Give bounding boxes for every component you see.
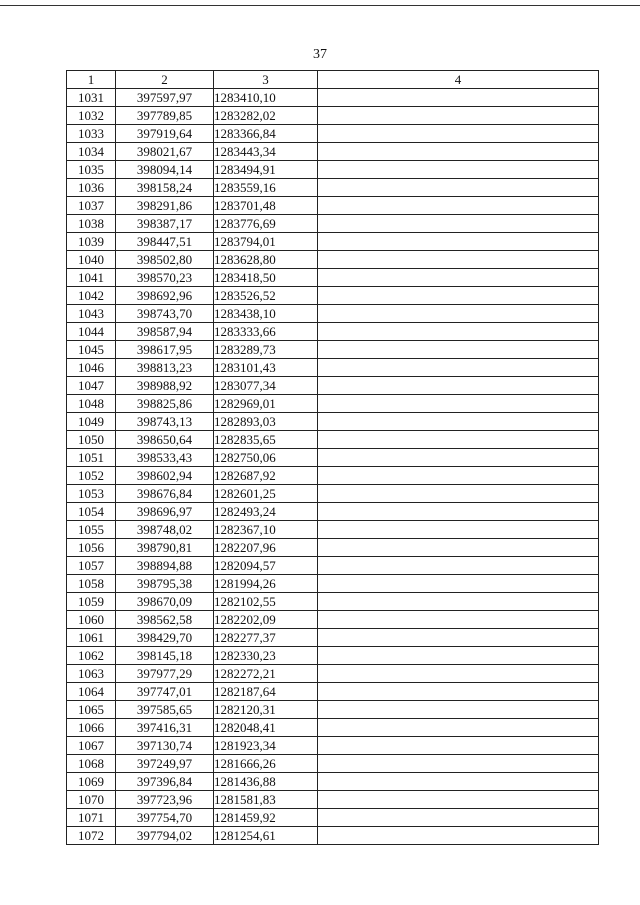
table-row <box>67 467 599 485</box>
table-row <box>67 305 599 323</box>
coordinate-y-cell: 1283418,50 <box>214 269 318 287</box>
point-number-cell: 1032 <box>67 107 116 125</box>
coordinate-y-cell: 1282493,24 <box>214 503 318 521</box>
coordinate-x-cell: 398429,70 <box>116 629 214 647</box>
coordinate-x-cell: 398570,23 <box>116 269 214 287</box>
point-number-cell: 1049 <box>67 413 116 431</box>
coordinate-x-cell: 397977,29 <box>116 665 214 683</box>
point-number-cell: 1044 <box>67 323 116 341</box>
coordinate-x-cell: 398533,43 <box>116 449 214 467</box>
coordinate-y-cell: 1281923,34 <box>214 737 318 755</box>
description-cell <box>318 557 599 575</box>
top-rule <box>0 5 640 6</box>
column-header-3: 3 <box>214 71 318 89</box>
table-row <box>67 827 599 845</box>
point-number-cell: 1043 <box>67 305 116 323</box>
coordinate-y-cell: 1282601,25 <box>214 485 318 503</box>
coordinate-x-cell: 398094,14 <box>116 161 214 179</box>
table-row <box>67 377 599 395</box>
coordinate-x-cell: 398670,09 <box>116 593 214 611</box>
description-cell <box>318 611 599 629</box>
table-row <box>67 755 599 773</box>
coordinate-x-cell: 398696,97 <box>116 503 214 521</box>
coordinate-y-cell: 1282687,92 <box>214 467 318 485</box>
description-cell <box>318 413 599 431</box>
description-cell <box>318 287 599 305</box>
coordinate-y-cell: 1282277,37 <box>214 629 318 647</box>
point-number-cell: 1062 <box>67 647 116 665</box>
coordinate-y-cell: 1281581,83 <box>214 791 318 809</box>
coordinate-x-cell: 398650,64 <box>116 431 214 449</box>
description-cell <box>318 197 599 215</box>
coordinate-y-cell: 1283526,52 <box>214 287 318 305</box>
table-row <box>67 359 599 377</box>
coordinate-y-cell: 1281254,61 <box>214 827 318 845</box>
description-cell <box>318 323 599 341</box>
description-cell <box>318 485 599 503</box>
table-row <box>67 683 599 701</box>
table-row <box>67 269 599 287</box>
point-number-cell: 1038 <box>67 215 116 233</box>
coordinate-x-cell: 398813,23 <box>116 359 214 377</box>
coordinate-x-cell: 398692,96 <box>116 287 214 305</box>
point-number-cell: 1033 <box>67 125 116 143</box>
description-cell <box>318 575 599 593</box>
description-cell <box>318 521 599 539</box>
point-number-cell: 1041 <box>67 269 116 287</box>
coordinate-x-cell: 398790,81 <box>116 539 214 557</box>
table-row <box>67 575 599 593</box>
column-header-1: 1 <box>67 71 116 89</box>
coordinate-x-cell: 397396,84 <box>116 773 214 791</box>
point-number-cell: 1051 <box>67 449 116 467</box>
point-number-cell: 1070 <box>67 791 116 809</box>
table-row <box>67 233 599 251</box>
table-row <box>67 161 599 179</box>
table-row <box>67 647 599 665</box>
description-cell <box>318 773 599 791</box>
point-number-cell: 1055 <box>67 521 116 539</box>
table-row <box>67 89 599 107</box>
point-number-cell: 1060 <box>67 611 116 629</box>
coordinate-x-cell: 398447,51 <box>116 233 214 251</box>
description-cell <box>318 215 599 233</box>
point-number-cell: 1035 <box>67 161 116 179</box>
table-row <box>67 431 599 449</box>
table-body <box>67 89 599 845</box>
description-cell <box>318 179 599 197</box>
point-number-cell: 1036 <box>67 179 116 197</box>
coordinate-y-cell: 1282750,06 <box>214 449 318 467</box>
coordinate-x-cell: 398587,94 <box>116 323 214 341</box>
coordinate-x-cell: 398145,18 <box>116 647 214 665</box>
coordinate-x-cell: 398021,67 <box>116 143 214 161</box>
coordinate-x-cell: 398502,80 <box>116 251 214 269</box>
point-number-cell: 1052 <box>67 467 116 485</box>
coordinate-y-cell: 1282835,65 <box>214 431 318 449</box>
point-number-cell: 1034 <box>67 143 116 161</box>
point-number-cell: 1046 <box>67 359 116 377</box>
coordinate-x-cell: 398158,24 <box>116 179 214 197</box>
table-row <box>67 341 599 359</box>
table-row <box>67 323 599 341</box>
table-row <box>67 737 599 755</box>
coordinate-x-cell: 397416,31 <box>116 719 214 737</box>
coordinate-x-cell: 398617,95 <box>116 341 214 359</box>
table-row <box>67 701 599 719</box>
table-row <box>67 809 599 827</box>
table-row <box>67 665 599 683</box>
point-number-cell: 1057 <box>67 557 116 575</box>
description-cell <box>318 359 599 377</box>
coordinate-x-cell: 397754,70 <box>116 809 214 827</box>
point-number-cell: 1067 <box>67 737 116 755</box>
table-row <box>67 557 599 575</box>
coordinate-y-cell: 1282048,41 <box>214 719 318 737</box>
point-number-cell: 1072 <box>67 827 116 845</box>
point-number-cell: 1047 <box>67 377 116 395</box>
table-row <box>67 449 599 467</box>
coordinate-y-cell: 1282120,31 <box>214 701 318 719</box>
table-row <box>67 503 599 521</box>
coordinate-y-cell: 1282893,03 <box>214 413 318 431</box>
table-row <box>67 287 599 305</box>
description-cell <box>318 629 599 647</box>
description-cell <box>318 683 599 701</box>
table-row <box>67 629 599 647</box>
point-number-cell: 1045 <box>67 341 116 359</box>
coordinate-x-cell: 397919,64 <box>116 125 214 143</box>
coordinate-x-cell: 398894,88 <box>116 557 214 575</box>
coordinate-x-cell: 397747,01 <box>116 683 214 701</box>
description-cell <box>318 539 599 557</box>
coordinate-x-cell: 397585,65 <box>116 701 214 719</box>
table-header-row <box>67 71 599 89</box>
point-number-cell: 1065 <box>67 701 116 719</box>
description-cell <box>318 161 599 179</box>
table-row <box>67 125 599 143</box>
coordinate-x-cell: 397597,97 <box>116 89 214 107</box>
coordinate-y-cell: 1281459,92 <box>214 809 318 827</box>
coordinate-y-cell: 1283438,10 <box>214 305 318 323</box>
table-row <box>67 791 599 809</box>
table-row <box>67 593 599 611</box>
coordinate-y-cell: 1283628,80 <box>214 251 318 269</box>
description-cell <box>318 341 599 359</box>
coordinate-x-cell: 398743,13 <box>116 413 214 431</box>
coordinate-y-cell: 1281436,88 <box>214 773 318 791</box>
coordinate-x-cell: 398291,86 <box>116 197 214 215</box>
description-cell <box>318 89 599 107</box>
table-row <box>67 251 599 269</box>
coordinate-y-cell: 1282969,01 <box>214 395 318 413</box>
description-cell <box>318 503 599 521</box>
table-row <box>67 773 599 791</box>
description-cell <box>318 377 599 395</box>
coordinates-table <box>66 70 599 845</box>
description-cell <box>318 701 599 719</box>
coordinate-x-cell: 397130,74 <box>116 737 214 755</box>
table-row <box>67 485 599 503</box>
point-number-cell: 1048 <box>67 395 116 413</box>
coordinate-x-cell: 397249,97 <box>116 755 214 773</box>
point-number-cell: 1071 <box>67 809 116 827</box>
coordinate-y-cell: 1283776,69 <box>214 215 318 233</box>
description-cell <box>318 251 599 269</box>
coordinate-y-cell: 1283101,43 <box>214 359 318 377</box>
coordinate-y-cell: 1282367,10 <box>214 521 318 539</box>
point-number-cell: 1040 <box>67 251 116 269</box>
table-row <box>67 395 599 413</box>
coordinate-y-cell: 1282187,64 <box>214 683 318 701</box>
description-cell <box>318 305 599 323</box>
description-cell <box>318 593 599 611</box>
coordinate-x-cell: 398748,02 <box>116 521 214 539</box>
coordinate-x-cell: 398988,92 <box>116 377 214 395</box>
table-row <box>67 143 599 161</box>
description-cell <box>318 125 599 143</box>
coordinate-y-cell: 1283077,34 <box>214 377 318 395</box>
table-row <box>67 413 599 431</box>
point-number-cell: 1063 <box>67 665 116 683</box>
description-cell <box>318 791 599 809</box>
point-number-cell: 1069 <box>67 773 116 791</box>
point-number-cell: 1031 <box>67 89 116 107</box>
coordinate-y-cell: 1283289,73 <box>214 341 318 359</box>
coordinate-x-cell: 398795,38 <box>116 575 214 593</box>
coordinate-y-cell: 1281994,26 <box>214 575 318 593</box>
coordinate-y-cell: 1282202,09 <box>214 611 318 629</box>
description-cell <box>318 143 599 161</box>
description-cell <box>318 809 599 827</box>
point-number-cell: 1068 <box>67 755 116 773</box>
coordinate-y-cell: 1282207,96 <box>214 539 318 557</box>
point-number-cell: 1054 <box>67 503 116 521</box>
coordinate-x-cell: 398562,58 <box>116 611 214 629</box>
description-cell <box>318 665 599 683</box>
description-cell <box>318 233 599 251</box>
description-cell <box>318 827 599 845</box>
point-number-cell: 1039 <box>67 233 116 251</box>
point-number-cell: 1059 <box>67 593 116 611</box>
coordinate-x-cell: 397794,02 <box>116 827 214 845</box>
coordinate-y-cell: 1283366,84 <box>214 125 318 143</box>
table-row <box>67 719 599 737</box>
table-row <box>67 539 599 557</box>
coordinate-x-cell: 398387,17 <box>116 215 214 233</box>
description-cell <box>318 107 599 125</box>
coordinate-y-cell: 1283701,48 <box>214 197 318 215</box>
coordinate-y-cell: 1283282,02 <box>214 107 318 125</box>
column-header-2: 2 <box>116 71 214 89</box>
description-cell <box>318 755 599 773</box>
coordinate-x-cell: 398676,84 <box>116 485 214 503</box>
description-cell <box>318 719 599 737</box>
table-row <box>67 611 599 629</box>
description-cell <box>318 431 599 449</box>
coordinate-y-cell: 1283410,10 <box>214 89 318 107</box>
description-cell <box>318 647 599 665</box>
table-row <box>67 215 599 233</box>
coordinate-y-cell: 1283333,66 <box>214 323 318 341</box>
point-number-cell: 1050 <box>67 431 116 449</box>
point-number-cell: 1042 <box>67 287 116 305</box>
column-header-4: 4 <box>318 71 599 89</box>
coordinate-y-cell: 1283794,01 <box>214 233 318 251</box>
description-cell <box>318 449 599 467</box>
coordinate-x-cell: 398825,86 <box>116 395 214 413</box>
point-number-cell: 1037 <box>67 197 116 215</box>
coordinate-y-cell: 1282330,23 <box>214 647 318 665</box>
coordinate-y-cell: 1283443,34 <box>214 143 318 161</box>
coordinate-y-cell: 1283494,91 <box>214 161 318 179</box>
point-number-cell: 1058 <box>67 575 116 593</box>
coordinate-y-cell: 1281666,26 <box>214 755 318 773</box>
description-cell <box>318 737 599 755</box>
table-row <box>67 107 599 125</box>
description-cell <box>318 395 599 413</box>
description-cell <box>318 467 599 485</box>
coordinate-x-cell: 398602,94 <box>116 467 214 485</box>
description-cell <box>318 269 599 287</box>
coordinate-x-cell: 398743,70 <box>116 305 214 323</box>
page-number: 37 <box>313 47 327 62</box>
point-number-cell: 1056 <box>67 539 116 557</box>
coordinate-y-cell: 1282272,21 <box>214 665 318 683</box>
table-row <box>67 521 599 539</box>
table-row <box>67 197 599 215</box>
table-row <box>67 179 599 197</box>
point-number-cell: 1061 <box>67 629 116 647</box>
coordinate-y-cell: 1282094,57 <box>214 557 318 575</box>
coordinate-y-cell: 1283559,16 <box>214 179 318 197</box>
coordinate-x-cell: 397789,85 <box>116 107 214 125</box>
coordinate-y-cell: 1282102,55 <box>214 593 318 611</box>
point-number-cell: 1064 <box>67 683 116 701</box>
point-number-cell: 1066 <box>67 719 116 737</box>
coordinate-x-cell: 397723,96 <box>116 791 214 809</box>
point-number-cell: 1053 <box>67 485 116 503</box>
